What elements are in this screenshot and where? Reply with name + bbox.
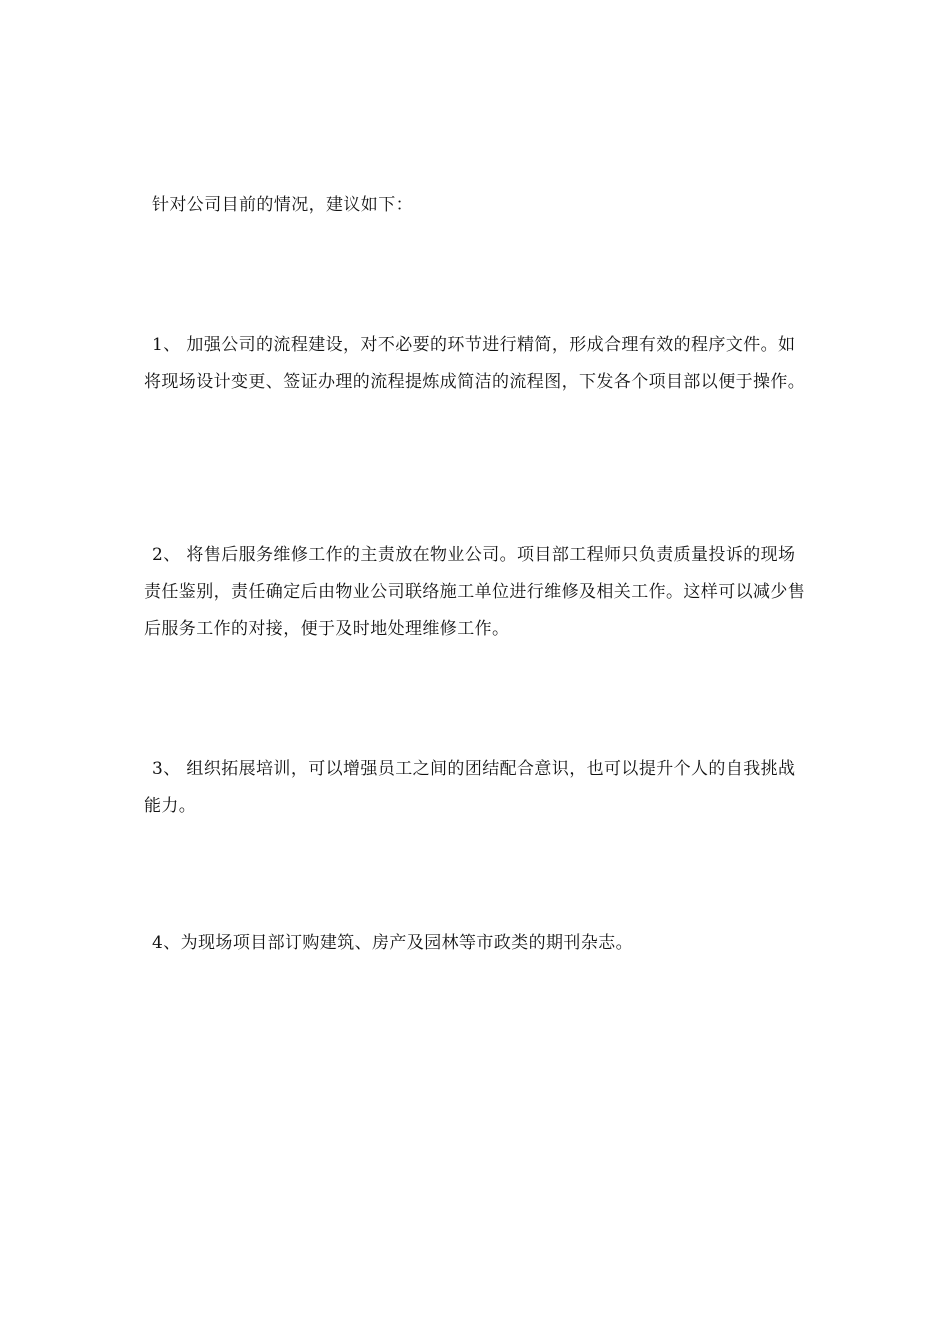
suggestion-item-2: 2、 将售后服务维修工作的主责放在物业公司。项目部工程师只负责质量投诉的现场责任鉴别，责任确定后由物业公司联络施工单位进行维修及相关工作。这样可以减少售后服务工作的对接，便于及时地处理维修工作。 (144, 545, 806, 639)
suggestion-item-1: 1、 加强公司的流程建设，对不必要的环节进行精简，形成合理有效的程序文件。如将现场设计变更、签证办理的流程提炼成简洁的流程图，下发各个项目部以便于操作。 (144, 335, 806, 392)
suggestion-item-4: 4、为现场项目部订购建筑、房产及园林等市政类的期刊杂志。 (152, 933, 634, 953)
suggestion-item-3: 3、 组织拓展培训，可以增强员工之间的团结配合意识，也可以提升个人的自我挑战能力。 (144, 759, 796, 816)
intro-paragraph: 针对公司目前的情况，建议如下： (152, 195, 413, 215)
